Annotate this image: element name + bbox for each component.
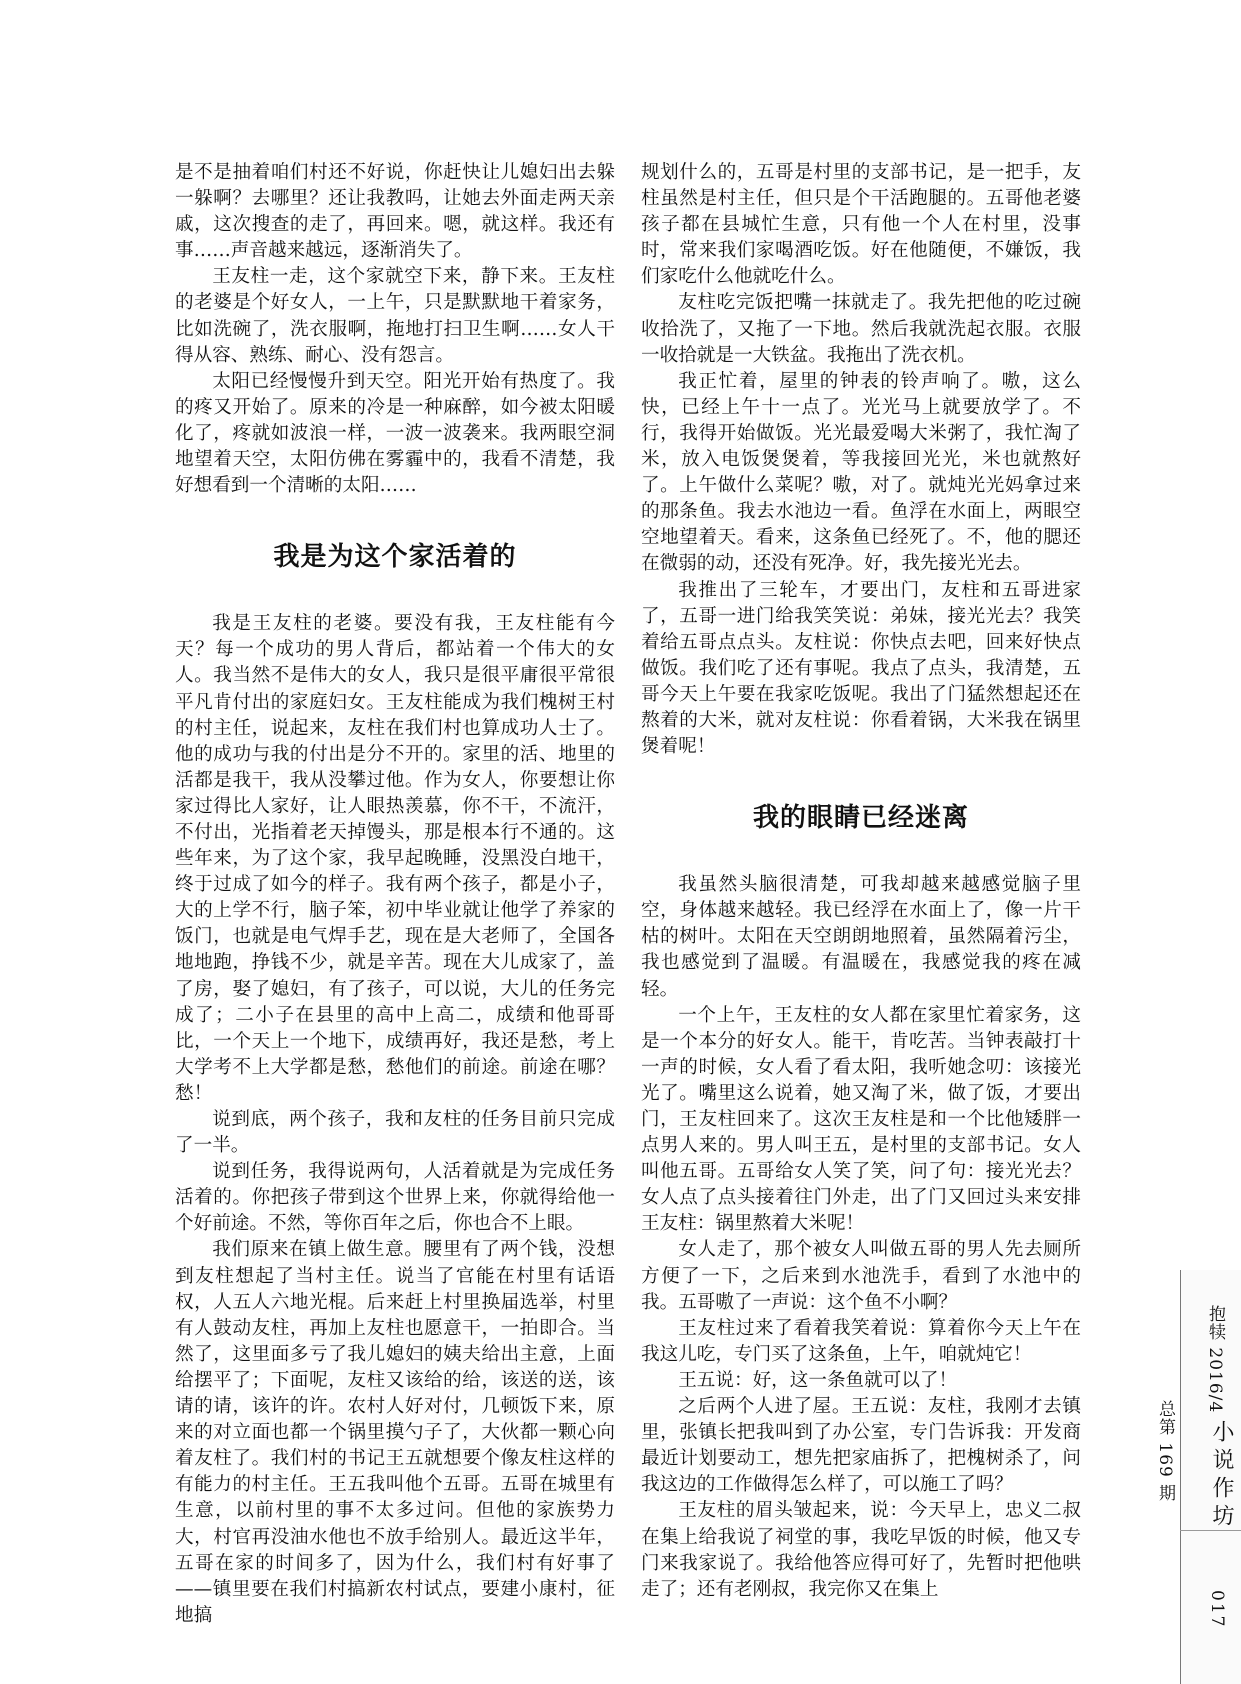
section-heading: 我的眼睛已经迷离 [752,803,969,834]
paragraph: 是不是抽着咱们村还不好说，你赶快让儿媳妇出去躲一躲啊？去哪里？还让我教吗，让她去外面走两天亲戚，这次搜查的走了，再回来。嗯，就这样。我还有事……声音越来越远，逐渐消失了。 [175,162,615,262]
paragraph: 我是王友柱的老婆。要没有我，王友柱能有今天？每一个成功的男人背后，都站着一个伟大的女人。我当然不是伟大的女人，我只是很平庸很平常很平凡肯付出的家庭妇女。王友柱能成为我们槐树王村的村主任，说起来，友柱在我们村也算成功人士了。他的成功与我的付出是分不开的。家里的活、地里的活都是我干，我从没攀过他。作为女人，你要想让你家过得比人家好，让人眼热羡慕，你不干，不流汗，不付出，光指着老天掉馒头，那是根本行不通的。这些年来，为了这个家，我早起晚睡，没黑没白地干，终于过成了如今的样子。我有两个孩子，都是小子，大的上学不行，脑子笨，初中毕业就让他学了养家的饭门，也就是电气焊手艺，现在是大老师了，全国各地地跑，挣钱不少，就是辛苦。现在大儿成家了，盖了房，娶了媳妇，有了孩子，可以说，大儿的任务完成了；二小子在县里的高中上高二，成绩和他哥哥比，一个天上一个地下，成绩再好，我还是愁，考上大学考不上大学都是愁，愁他们的前途。前途在哪？愁！ [175,613,615,1104]
paragraph: 友柱吃完饭把嘴一抹就走了。我先把他的吃过碗收拾洗了，又拖了一下地。然后我就洗起衣服。衣服一收拾就是一大铁盆。我拖出了洗衣机。 [641,292,1081,366]
paragraph: 一个上午，王友柱的女人都在家里忙着家务，这是一个本分的好女人。能干，肯吃苦。当钟表敲打十一声的时候，女人看了看太阳，我听她念叨：该接光光了。嘴里这么说着，她又淘了米，做了饭，才要出门，王友柱回来了。这次王友柱是和一个比他矮胖一点男人来的。男人叫王五，是村里的支部书记。女人叫他五哥。五哥给女人笑了笑，问了句：接光光去？女人点了点头接着往门外走，出了门又回过头来安排王友柱：锅里熬着大米呢！ [641,1004,1081,1235]
paragraph: 王五说：好，这一条鱼就可以了！ [678,1369,958,1391]
right-column [641,160,1081,1603]
paragraph: 王友柱过来了看着我笑着说：算着你今天上午在我这儿吃，专门买了这条鱼，上午，咱就炖它！ [641,1317,1081,1365]
left-column [175,160,615,1629]
page-number: 017 [1207,1590,1227,1629]
paragraph: 我虽然头脑很清楚，可我却越来越感觉脑子里空，身体越来越轻。我已经浮在水面上了，像一片干枯的树叶。太阳在天空朗朗地照着，虽然隔着污尘，我也感觉到了温暖。有温暖在，我感觉我的疼在减轻。 [641,874,1081,1000]
paragraph: 我推出了三轮车，才要出门，友柱和五哥进家了，五哥一进门给我笑笑说：弟妹，接光光去？我笑着给五哥点点头。友柱说：你快点去吧，回来好快点做饭。我们吃了还有事呢。我点了点头，我清楚，五哥今天上午要在我家吃饭呢。我出了门猛然想起还在熬着的大米，就对友柱说：你看着锅，大米我在锅里煲着呢！ [641,579,1081,758]
paragraph: 规划什么的，五哥是村里的支部书记，是一把手，友柱虽然是村主任，但只是个干活跑腿的。五哥他老婆孩子都在县城忙生意，只有他一个人在村里，没事时，常来我们家喝酒吃饭。好在他随便，不嫌饭，我们家吃什么他就吃什么。 [641,162,1081,288]
paragraph: 之后两个人进了屋。王五说：友柱，我刚才去镇里，张镇长把我叫到了办公室，专门告诉我：开发商最近计划要动工，想先把家庙拆了，把槐树杀了，问我这边的工作做得怎么样了，可以施工了吗？ [641,1396,1081,1496]
paragraph: 我正忙着，屋里的钟表的铃声响了。嗷，这么快，已经上午十一点了。光光马上就要放学了。不行，我得开始做饭。光光最爱喝大米粥了，我忙淘了米，放入电饭煲煲着，等我接回光光，米也就熬好了。上午做什么菜呢？嗷，对了。就炖光光妈拿过来的那条鱼。我去水池边一看。鱼浮在水面上，两眼空空地望着天。看来，这条鱼已经死了。不，他的腮还在微弱的动，还没有死净。好，我先接光光去。 [641,370,1081,575]
paragraph: 女人走了，那个被女人叫做五哥的男人先去厕所方便了一下，之后来到水池洗手，看到了水池中的我。五哥嗷了一声说：这个鱼不小啊？ [641,1239,1081,1313]
paragraph: 说到底，两个孩子，我和友柱的任务目前只完成了一半。 [175,1109,615,1157]
paragraph: 王友柱的眉头皱起来，说：今天早上，忠义二叔在集上给我说了祠堂的事，我吃早饭的时候，他又专门来我家说了。我给他答应得可好了，先暂时把他哄走了；还有老刚叔，我完你又在集上 [641,1500,1081,1600]
total-issue: 总第 169 期 [1155,1400,1175,1503]
paragraph: 太阳已经慢慢升到天空。阳光开始有热度了。我的疼又开始了。原来的冷是一种麻醉，如今被太阳暖化了，疼就如波浪一样，一波一波袭来。我两眼空洞地望着天空，太阳仿佛在雾霾中的，我看不清楚，我好想看到一个清晰的太阳…… [175,370,615,497]
section-title: 小说作坊 [1209,1420,1234,1532]
section-heading: 我是为这个家活着的 [273,542,517,573]
paragraph: 我们原来在镇上做生意。腰里有了两个钱，没想到友柱想起了当村主任。说当了官能在村里有话语权，人五人六地光棍。后来赶上村里换届选举，村里有人鼓动友柱，再加上友柱也愿意干，一拍即合。当然了，这里面多亏了我儿媳妇的姨夫给出主意，上面给摆平了；下面呢，友柱又该给的给，该送的送，该请的请，该许的许。农村人好对付，几顿饭下来，原来的对立面也都一个锅里摸勺子了，大伙都一颗心向着友柱了。我们村的书记王五就想要个像友柱这样的有能力的村主任。王五我叫他个五哥。五哥在城里有生意，以前村里的事不太多过问。但他的家族势力大，村官再没油水他也不放手给别人。最近这半年，五哥在家的时间多了，因为什么，我们村有好事了——镇里要在我们村搞新农村试点，要建小康村，征地搞 [175,1239,615,1626]
magazine-issue: 抱犊 2016/4 [1205,1305,1225,1414]
paragraph: 说到任务，我得说两句，人活着就是为完成任务活着的。你把孩子带到这个世界上来，你就得给他一个好前途。不然，等你百年之后，你也合不上眼。 [175,1161,615,1235]
paragraph: 王友柱一走，这个家就空下来，静下来。王友柱的老婆是个好女人，一上午，只是默默地干着家务，比如洗碗了，洗衣服啊，拖地打扫卫生啊……女人干得从容、熟练、耐心、没有怨言。 [175,266,615,366]
